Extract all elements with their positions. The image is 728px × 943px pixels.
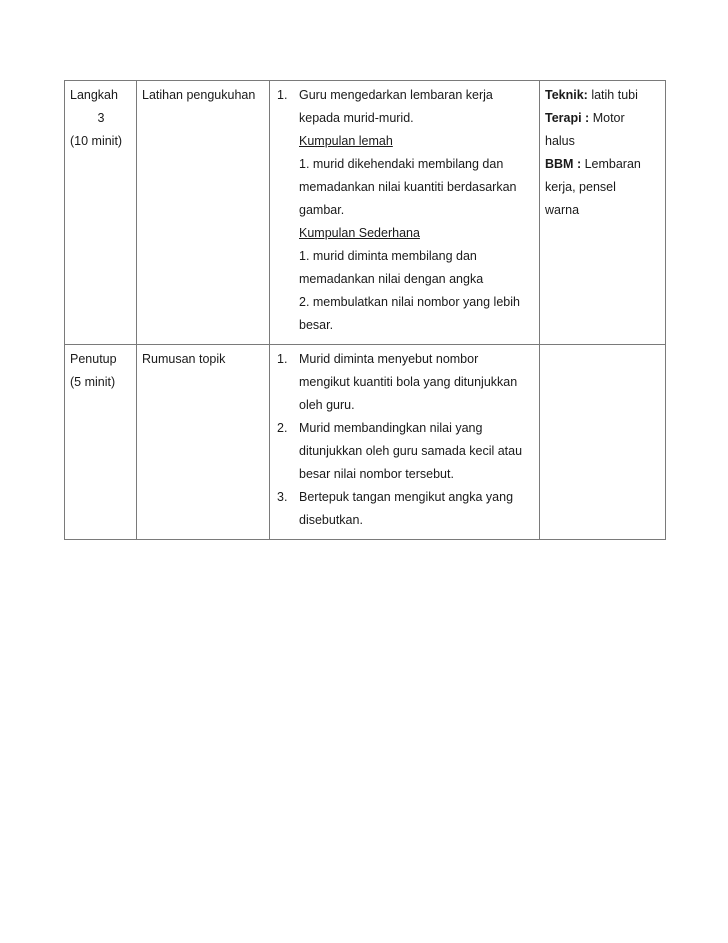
note-line: warna [545,203,580,217]
note-terapi: Terapi : Motor [545,111,625,125]
notes-cell [540,345,666,540]
activity-line: kepada murid-murid. [299,111,414,125]
note-line: halus [545,134,575,148]
activity-cell [270,81,540,345]
activity-line: oleh guru. [299,398,355,412]
activity-line: 2. membulatkan nilai nombor yang lebih [299,295,520,309]
notes-cell [540,81,666,345]
table-row-langkah-3 [65,81,666,345]
group-heading-lemah: Kumpulan lemah [299,134,393,148]
activity-line: besar nilai nombor tersebut. [299,467,454,481]
content-cell [137,345,270,540]
activity-item-1: 1. Murid diminta menyebut nombor [277,352,479,366]
lesson-plan-table [64,80,666,540]
activity-line: 1. murid dikehendaki membilang dan [299,157,504,171]
note-teknik: Teknik: latih tubi [545,88,638,102]
activity-line: gambar. [299,203,345,217]
activity-line: mengikut kuantiti bola yang ditunjukkan [299,375,518,389]
activity-line: 1. murid diminta membilang dan [299,249,477,263]
stage-name: Penutup [70,352,117,366]
activity-line: memadankan nilai kuantiti berdasarkan [299,180,517,194]
stage-duration: (10 minit) [70,134,123,148]
stage-number: 3 [97,111,105,125]
content-text: Rumusan topik [142,352,226,366]
stage-cell [65,81,137,345]
stage-name: Langkah [70,88,118,102]
activity-item-1: 1. Guru mengedarkan lembaran kerja [277,88,493,102]
note-bbm: BBM : Lembaran [545,157,641,171]
stage-cell [65,345,137,540]
activity-cell [270,345,540,540]
group-heading-sederhana: Kumpulan Sederhana [299,226,420,240]
activity-item-2: 2. Murid membandingkan nilai yang [277,421,483,435]
activity-line: besar. [299,318,334,332]
content-text: Latihan pengukuhan [142,88,256,102]
stage-duration: (5 minit) [70,375,116,389]
content-cell [137,81,270,345]
note-line: kerja, pensel [545,180,616,194]
activity-item-3: 3. Bertepuk tangan mengikut angka yang [277,490,514,504]
table-row-penutup [65,345,666,540]
activity-line: ditunjukkan oleh guru samada kecil atau [299,444,523,458]
activity-line: memadankan nilai dengan angka [299,272,484,286]
activity-line: disebutkan. [299,513,363,527]
